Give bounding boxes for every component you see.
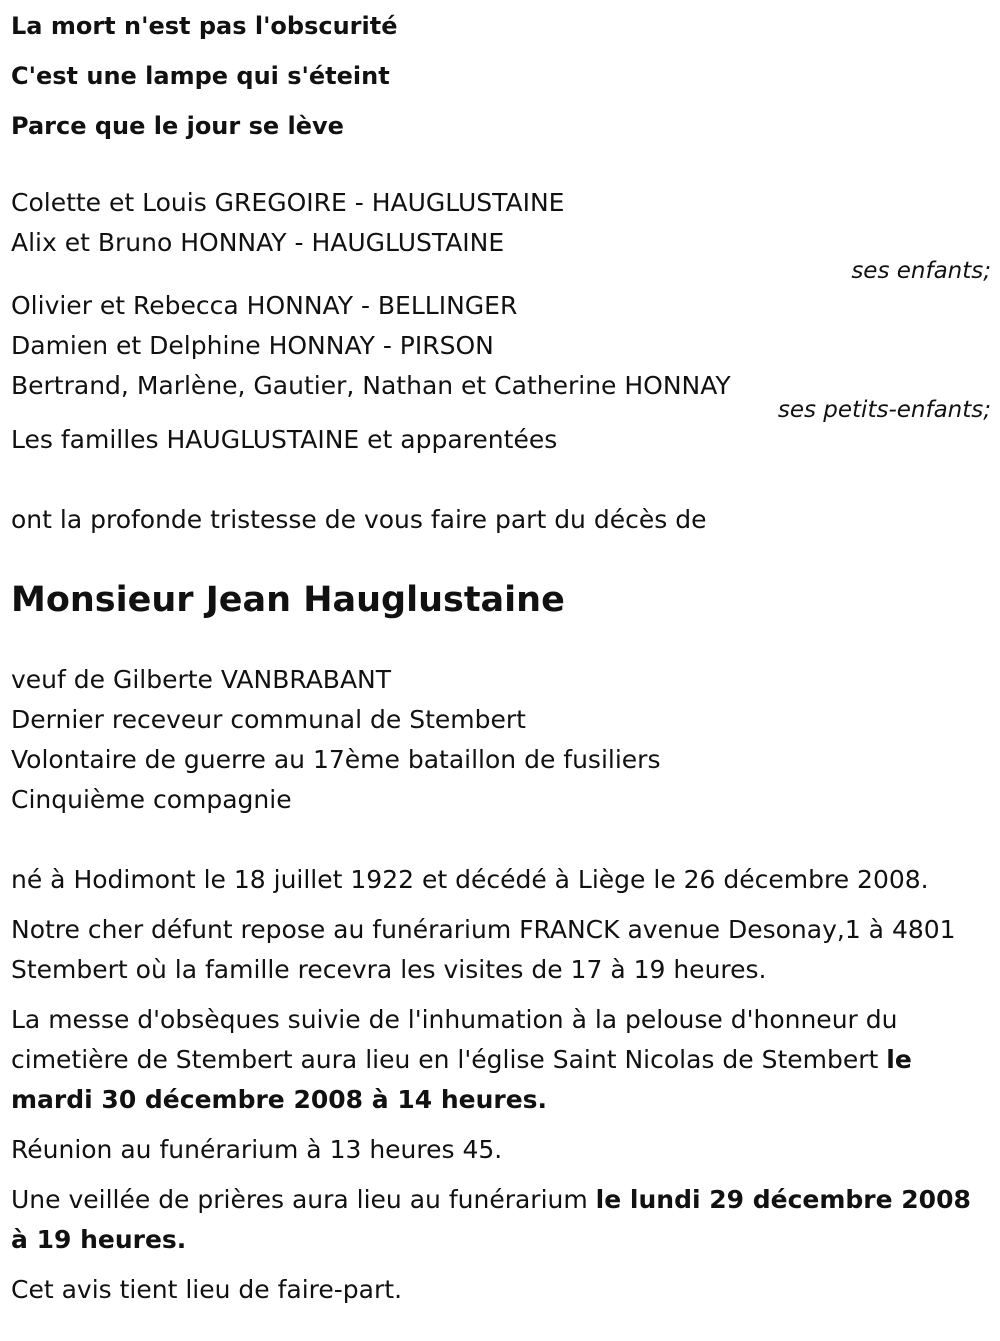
vigil-text: Une veillée de prières aura lieu au funérarium bbox=[11, 1185, 596, 1214]
mass-text: La messe d'obsèques suivie de l'inhumation à la pelouse d'honneur du cimetière de Stembert aura lieu en l'église Saint Nicolas de Stembert bbox=[11, 1005, 898, 1074]
poem-line: La mort n'est pas l'obscurité bbox=[11, 12, 398, 40]
family-line: Bertrand, Marlène, Gautier, Nathan et Catherine HONNAY bbox=[11, 371, 731, 400]
family-line: Damien et Delphine HONNAY - PIRSON bbox=[11, 331, 494, 360]
family-line: Alix et Bruno HONNAY - HAUGLUSTAINE bbox=[11, 228, 505, 257]
rest-place: Notre cher défunt repose au funérarium FRANCK avenue Desonay,1 à 4801 Stembert où la famille recevra les visites de 17 à 19 heures. bbox=[11, 915, 956, 984]
deceased-name: Monsieur Jean Hauglustaine bbox=[11, 580, 565, 620]
children-role: ses enfants; bbox=[851, 258, 991, 284]
deceased-details bbox=[11, 660, 991, 820]
detail-line: Cinquième compagnie bbox=[11, 785, 292, 814]
poem-line: Parce que le jour se lève bbox=[11, 112, 344, 140]
grandchildren-group bbox=[11, 286, 991, 429]
grandchildren-role: ses petits-enfants; bbox=[777, 397, 991, 423]
children-group bbox=[11, 183, 991, 283]
detail-line: Volontaire de guerre au 17ème bataillon de fusiliers bbox=[11, 745, 661, 774]
poem bbox=[11, 1, 991, 151]
family-line: Olivier et Rebecca HONNAY - BELLINGER bbox=[11, 291, 518, 320]
poem-line: C'est une lampe qui s'éteint bbox=[11, 62, 390, 90]
mass-date: le mardi 30 décembre 2008 à 14 heures. bbox=[11, 1045, 912, 1114]
meeting-info: Réunion au funérarium à 13 heures 45. bbox=[11, 1135, 503, 1164]
family-line: Colette et Louis GREGOIRE - HAUGLUSTAINE bbox=[11, 188, 565, 217]
mass-info bbox=[11, 1000, 991, 1120]
obituary-notice bbox=[11, 0, 991, 1320]
vigil-info bbox=[11, 1180, 991, 1260]
birth-death: né à Hodimont le 18 juillet 1922 et décédé à Liège le 26 décembre 2008. bbox=[11, 865, 929, 894]
families-line: Les familles HAUGLUSTAINE et apparentées bbox=[11, 425, 558, 454]
announcement: ont la profonde tristesse de vous faire part du décès de bbox=[11, 505, 707, 534]
closing-note: Cet avis tient lieu de faire-part. bbox=[11, 1275, 403, 1304]
detail-line: Dernier receveur communal de Stembert bbox=[11, 705, 526, 734]
detail-line: veuf de Gilberte VANBRABANT bbox=[11, 665, 392, 694]
vigil-date: le lundi 29 décembre 2008 à 19 heures. bbox=[11, 1185, 971, 1254]
